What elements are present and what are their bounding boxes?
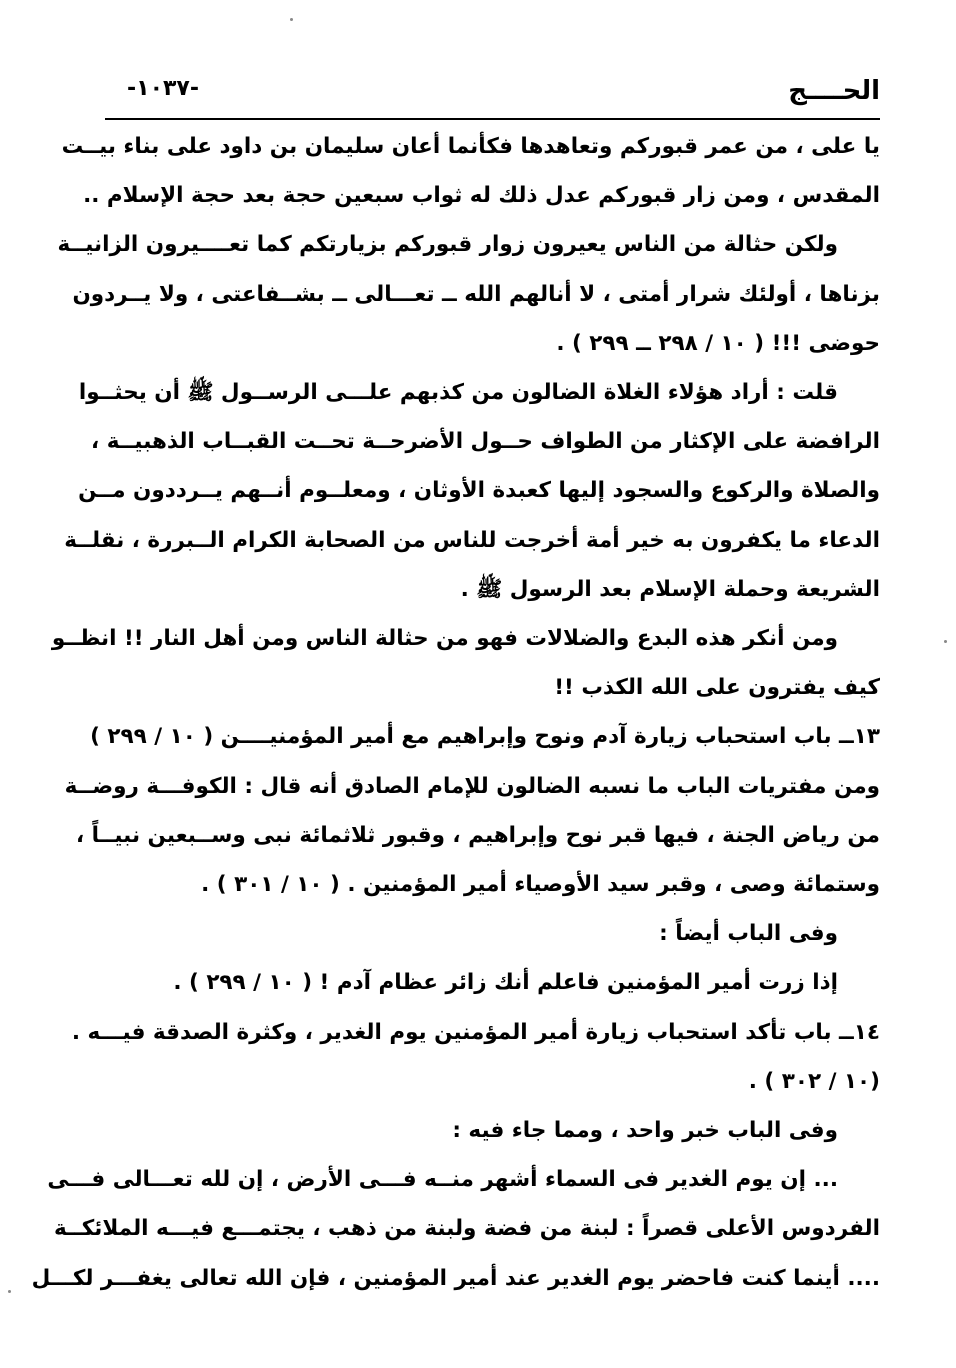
scan-speck bbox=[290, 18, 293, 21]
text-line-8: والصلاة والركوع والسجود إليها كعبدة الأوثان ، ومعلــوم أنــهم يــرددون مــن bbox=[78, 478, 880, 504]
text-line-7: الرافضة على الإكثار من الطواف حــول الأضرحــة تحــت القبــاب الذهبيــة ، bbox=[91, 429, 880, 455]
text-line-4: بزناها ، أولئك شرار أمتى ، لا أنالهم الله ــ تعـــالى ــ بشــفاعتى ، ولا يــردون bbox=[72, 281, 880, 307]
header-rule bbox=[105, 118, 880, 120]
text-line-21: وفى الباب خبر واحد ، ومما جاء فيه : bbox=[452, 1118, 838, 1144]
text-line-23: الفردوس الأعلى قصراً : لبنة من فضة ولبنة من ذهب ، يجتمـــع فيـــه الملائكــة bbox=[54, 1216, 880, 1242]
text-line-13: ١٣ــ باب استحباب زيارة آدم ونوح وإبراهيم مع أمير المؤمنيــــن ( ١٠ / ٢٩٩ ) bbox=[90, 724, 880, 750]
text-line-17: وفى الباب أيضاً : bbox=[659, 921, 838, 947]
text-line-18: إذا زرت أمير المؤمنين فاعلم أنك زائر عظام آدم ! ( ١٠ / ٢٩٩ ) . bbox=[173, 970, 838, 996]
text-line-12: كيف يفترون على الله الكذب !! bbox=[554, 675, 880, 701]
text-line-1: يا على ، من عمر قبوركم وتعاهدها فكأنما أعان سليمان بن داود على بناء بيــت bbox=[61, 134, 880, 159]
page-number: -١٠٣٧- bbox=[127, 76, 199, 101]
page-header bbox=[105, 68, 880, 108]
text-line-2: المقدس ، ومن زار قبوركم عدل ذلك له ثواب سبعين حجة بعد حجة الإسلام .. bbox=[83, 183, 880, 209]
text-line-11: ومن أنكر هذه البدع والضلالات فهو من حثالة الناس ومن أهل النار !! انظــو bbox=[51, 626, 838, 652]
text-line-14: ومن مفتريات الباب ما نسبه الضالون للإمام الصادق أنه قال : الكوفـــة روضــة bbox=[64, 773, 880, 799]
scan-speck bbox=[944, 640, 947, 643]
chapter-title: الحــــج bbox=[788, 76, 880, 106]
text-line-19: ١٤ــ باب تأكد استحباب زيارة أمير المؤمنين يوم الغدير ، وكثرة الصدقة فيـــه . bbox=[71, 1019, 880, 1045]
text-line-10: الشريعة وحملة الإسلام بعد الرسول ﷺ . bbox=[460, 576, 880, 602]
text-line-20: (١٠ / ٣٠٢ ) . bbox=[748, 1068, 880, 1094]
text-line-9: الدعاء ما يكفرون به خير أمة أخرجت للناس من الصحابة الكرام الــبررة ، نقلــة bbox=[64, 527, 880, 553]
body-text bbox=[31, 122, 880, 1303]
text-line-22: ... إن يوم الغدير فى السماء أشهر منــه فـــى الأرض ، إن لله تعـــالى فـــى bbox=[47, 1167, 838, 1193]
text-line-24: .... أينما كنت فاحضر يوم الغدير عند أمير المؤمنين ، فإن الله تعالى يغفـــر لكـــل bbox=[31, 1265, 880, 1291]
text-line-5: حوضى !!! ( ١٠ / ٢٩٨ ــ ٢٩٩ ) . bbox=[556, 330, 880, 356]
text-line-6: قلت : أراد هؤلاء الغلاة الضالون من كذبهم علـــى الرســول ﷺ أن يحثــوا bbox=[78, 380, 838, 406]
scan-speck bbox=[8, 1290, 11, 1293]
text-line-3: ولكن حثالة من الناس يعيرون زوار قبوركم بزيارتكم كما تعــــيرون الزانيــة bbox=[57, 232, 838, 258]
text-line-15: من رياض الجنة ، فيها قبر نوح وإبراهيم ، وقبور ثلاثمائة نبى وســبعين نبيــاً ، bbox=[75, 822, 880, 848]
text-line-16: وستمائة وصى ، وقبر سيد الأوصياء أمير المؤمنين . ( ١٠ / ٣٠١ ) . bbox=[201, 872, 880, 898]
